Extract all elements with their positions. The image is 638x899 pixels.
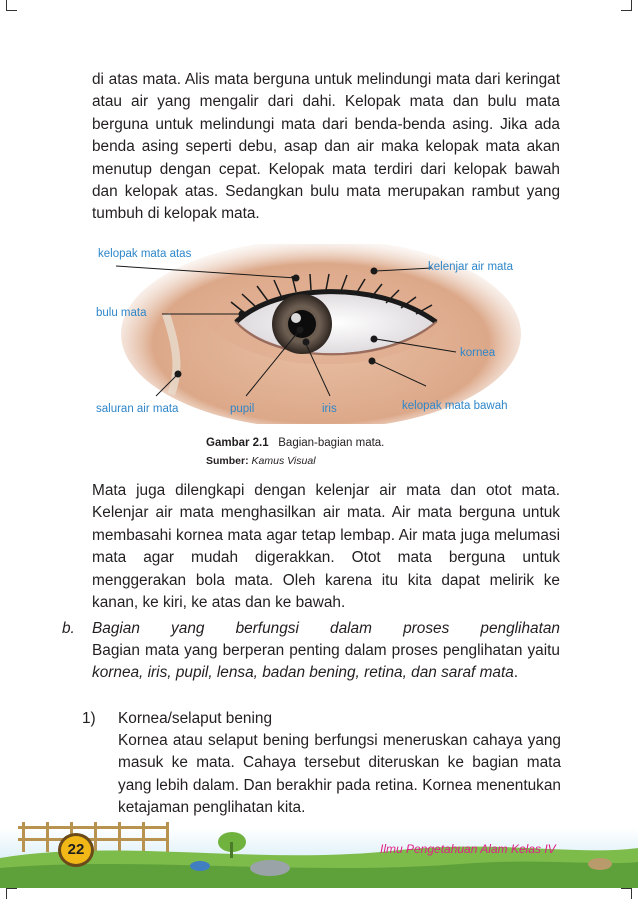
caption-label: Gambar 2.1 — [206, 437, 269, 449]
crop-mark-top-left — [6, 0, 17, 11]
caption-text: Bagian-bagian mata. — [278, 437, 385, 449]
item-number: 1) — [82, 710, 96, 727]
figure-caption — [206, 434, 384, 470]
label-lower-eyelid: kelopak mata bawah — [402, 400, 508, 412]
book-title: Ilmu Pengetahuan Alam Kelas IV — [380, 842, 556, 856]
intro-paragraph: di atas mata. Alis mata berguna untuk melindungi mata dari keringat atau air yang mengalir dari dahi. Kelopak mata dan bulu mata berguna untuk melindungi mata dari benda-benda asing. Jika ada benda asing seperti debu, asap dan air maka kelopak mata akan menutup dengan cepat. Kelopak mata terdiri dari kelopak bawah dan kelopak atas. Sedangkan bulu mata merupakan rambut yang tumbuh di kelopak mata. — [92, 71, 560, 223]
eye-gland-paragraph: Mata juga dilengkapi dengan kelenjar air mata dan otot mata. Kelenjar air mata menghasilkan air mata. Air mata berguna untuk membasahi kornea mata agar tetap lembap. Air mata juga melumasi mata agar mudah digerakkan. Otot mata berguna untuk menggerakan bola mata. Oleh karena itu kita dapat melirik ke kanan, ke kiri, ke atas dan ke bawah. — [92, 482, 560, 612]
label-iris: iris — [322, 403, 337, 415]
section-b-end: . — [513, 664, 519, 682]
crop-mark-top-right — [621, 0, 632, 11]
pupil-shape — [288, 310, 316, 338]
section-letter: b. — [62, 620, 75, 637]
section-b-italic-list: kornea, iris, pupil, lensa, badan bening, retina, dan saraf mata — [92, 664, 514, 682]
label-pupil: pupil — [230, 403, 255, 415]
label-upper-eyelid: kelopak mata atas — [98, 248, 192, 260]
crop-mark-bottom-right — [621, 888, 632, 899]
source-label: Sumber: — [206, 455, 249, 467]
bush-icon — [588, 858, 612, 870]
label-tear-duct: saluran air mata — [96, 403, 179, 415]
section-b-paragraph — [92, 640, 560, 685]
section-title: Bagian yang berfungsi dalam proses penglihatan — [92, 620, 560, 637]
page-number-badge: 22 — [58, 833, 94, 867]
label-eyelash: bulu mata — [96, 307, 147, 319]
puddle-icon — [190, 861, 210, 871]
cornea-paragraph: Kornea atau selaput bening berfungsi meneruskan cahaya yang masuk ke mata. Cahaya tersebut diteruskan ke bagian mata yang lebih dalam. Dan berakhir pada retina. Kornea menentukan ketajaman penglihatan kita. — [118, 732, 561, 817]
crop-mark-bottom-left — [6, 888, 17, 899]
item-title: Kornea/selaput bening — [118, 710, 273, 727]
label-cornea: kornea — [460, 347, 496, 359]
eye-figure — [86, 244, 546, 424]
source-text: Kamus Visual — [251, 455, 316, 467]
label-tear-gland: kelenjar air mata — [428, 261, 514, 273]
rock-icon — [250, 860, 290, 876]
section-b-plain: Bagian mata yang berperan penting dalam proses penglihatan yaitu — [92, 642, 560, 659]
